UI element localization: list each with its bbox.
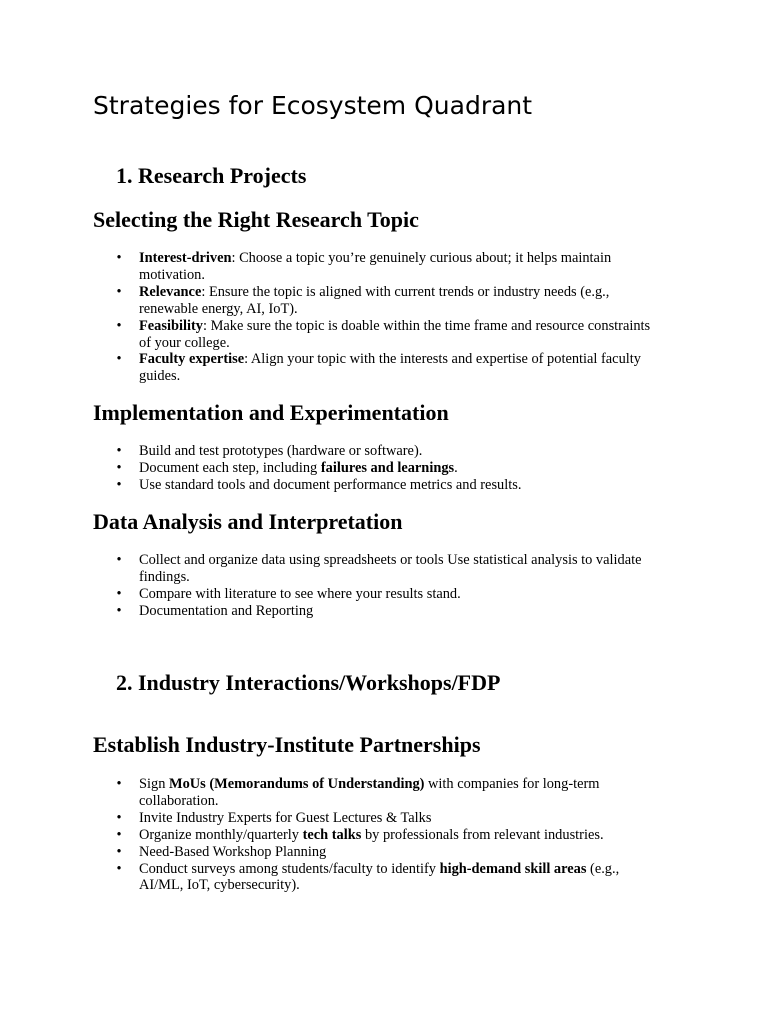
list-item-text: . (454, 459, 458, 476)
list-item-text: Build and test prototypes (hardware or software). (139, 443, 423, 459)
subheading-selecting-topic: Selecting the Right Research Topic (93, 207, 419, 232)
list-item-text: Organize monthly/quarterly (139, 826, 303, 843)
list-item (93, 443, 663, 460)
bullet-icon: • (116, 809, 122, 826)
bullet-icon: • (116, 602, 122, 619)
list-item-bold: Feasibility (139, 317, 203, 334)
bullet-icon: • (116, 250, 122, 266)
bullet-icon: • (116, 552, 122, 568)
list-item (93, 351, 663, 385)
subheading-data-analysis: Data Analysis and Interpretation (93, 509, 403, 534)
list-item (93, 284, 663, 318)
list-item-text: Collect and organize data using spreadsheets or tools Use statistical analysis to validate findings. (139, 552, 642, 585)
list-item-text: Use standard tools and document performance metrics and results. (139, 476, 522, 493)
bullet-icon: • (116, 283, 122, 300)
list-item-text: Sign (139, 776, 169, 792)
subheading-partnerships: Establish Industry-Institute Partnerships (93, 732, 481, 757)
list-item (93, 250, 663, 284)
list-item-text: Conduct surveys among students/faculty to identify (139, 860, 440, 877)
section-heading-research-projects: 1. Research Projects (116, 163, 307, 188)
list-item-bold: MoUs (Memorandums of Understanding) (169, 776, 425, 792)
bullet-icon: • (116, 351, 122, 368)
list-item (93, 552, 663, 586)
list-item-text: Document each step, including (139, 459, 321, 476)
list-item-text: (e.g., AI/ML, IoT, cybersecurity). (139, 860, 620, 894)
bullet-icon: • (116, 826, 122, 843)
list-item-bold: failures and learnings (320, 459, 455, 476)
list-item-bold: tech talks (302, 826, 362, 843)
section-heading-industry-interactions: 2. Industry Interactions/Workshops/FDP (116, 670, 501, 695)
list-item (93, 844, 663, 861)
bullet-list-selecting-topic (93, 250, 663, 385)
list-item (93, 810, 663, 827)
list-item-text: Documentation and Reporting (139, 602, 314, 619)
list-item-text: by professionals from relevant industries. (361, 826, 604, 843)
list-item-text: Compare with literature to see where your results stand. (139, 585, 461, 602)
bullet-icon: • (116, 443, 122, 459)
bullet-list-partnerships (93, 776, 663, 894)
list-item (93, 477, 663, 494)
bullet-icon: • (116, 860, 122, 877)
list-item-bold: Relevance (139, 283, 202, 300)
subheading-implementation: Implementation and Experimentation (93, 400, 449, 425)
list-item (93, 861, 663, 895)
bullet-icon: • (116, 476, 122, 493)
list-item-text: : Choose a topic you’re genuinely curious about; it helps maintain motivation. (139, 250, 612, 283)
bullet-icon: • (116, 843, 122, 860)
bullet-list-implementation (93, 443, 663, 494)
list-item-bold: Faculty expertise (139, 351, 245, 368)
bullet-icon: • (116, 459, 122, 476)
list-item-text: with companies for long-term collaboration. (139, 776, 600, 809)
list-item-text: : Ensure the topic is aligned with current trends or industry needs (e.g., renewable energy, AI, IoT). (139, 283, 610, 317)
list-item-text: Need-Based Workshop Planning (139, 843, 327, 860)
bullet-list-data-analysis (93, 552, 663, 620)
list-item (93, 827, 663, 844)
document-title: Strategies for Ecosystem Quadrant (93, 91, 533, 120)
bullet-icon: • (116, 585, 122, 602)
list-item (93, 776, 663, 810)
list-item (93, 603, 663, 620)
bullet-icon: • (116, 776, 122, 792)
list-item-text: : Make sure the topic is doable within the time frame and resource constraints of your college. (139, 317, 651, 351)
list-item-text: Invite Industry Experts for Guest Lectures & Talks (139, 809, 432, 826)
list-item-bold: high-demand skill areas (439, 860, 587, 877)
list-item (93, 460, 663, 477)
list-item-text: : Align your topic with the interests and expertise of potential faculty guides. (139, 351, 641, 385)
list-item-bold: Interest-driven (139, 250, 232, 266)
bullet-icon: • (116, 317, 122, 334)
list-item (93, 318, 663, 352)
list-item (93, 586, 663, 603)
